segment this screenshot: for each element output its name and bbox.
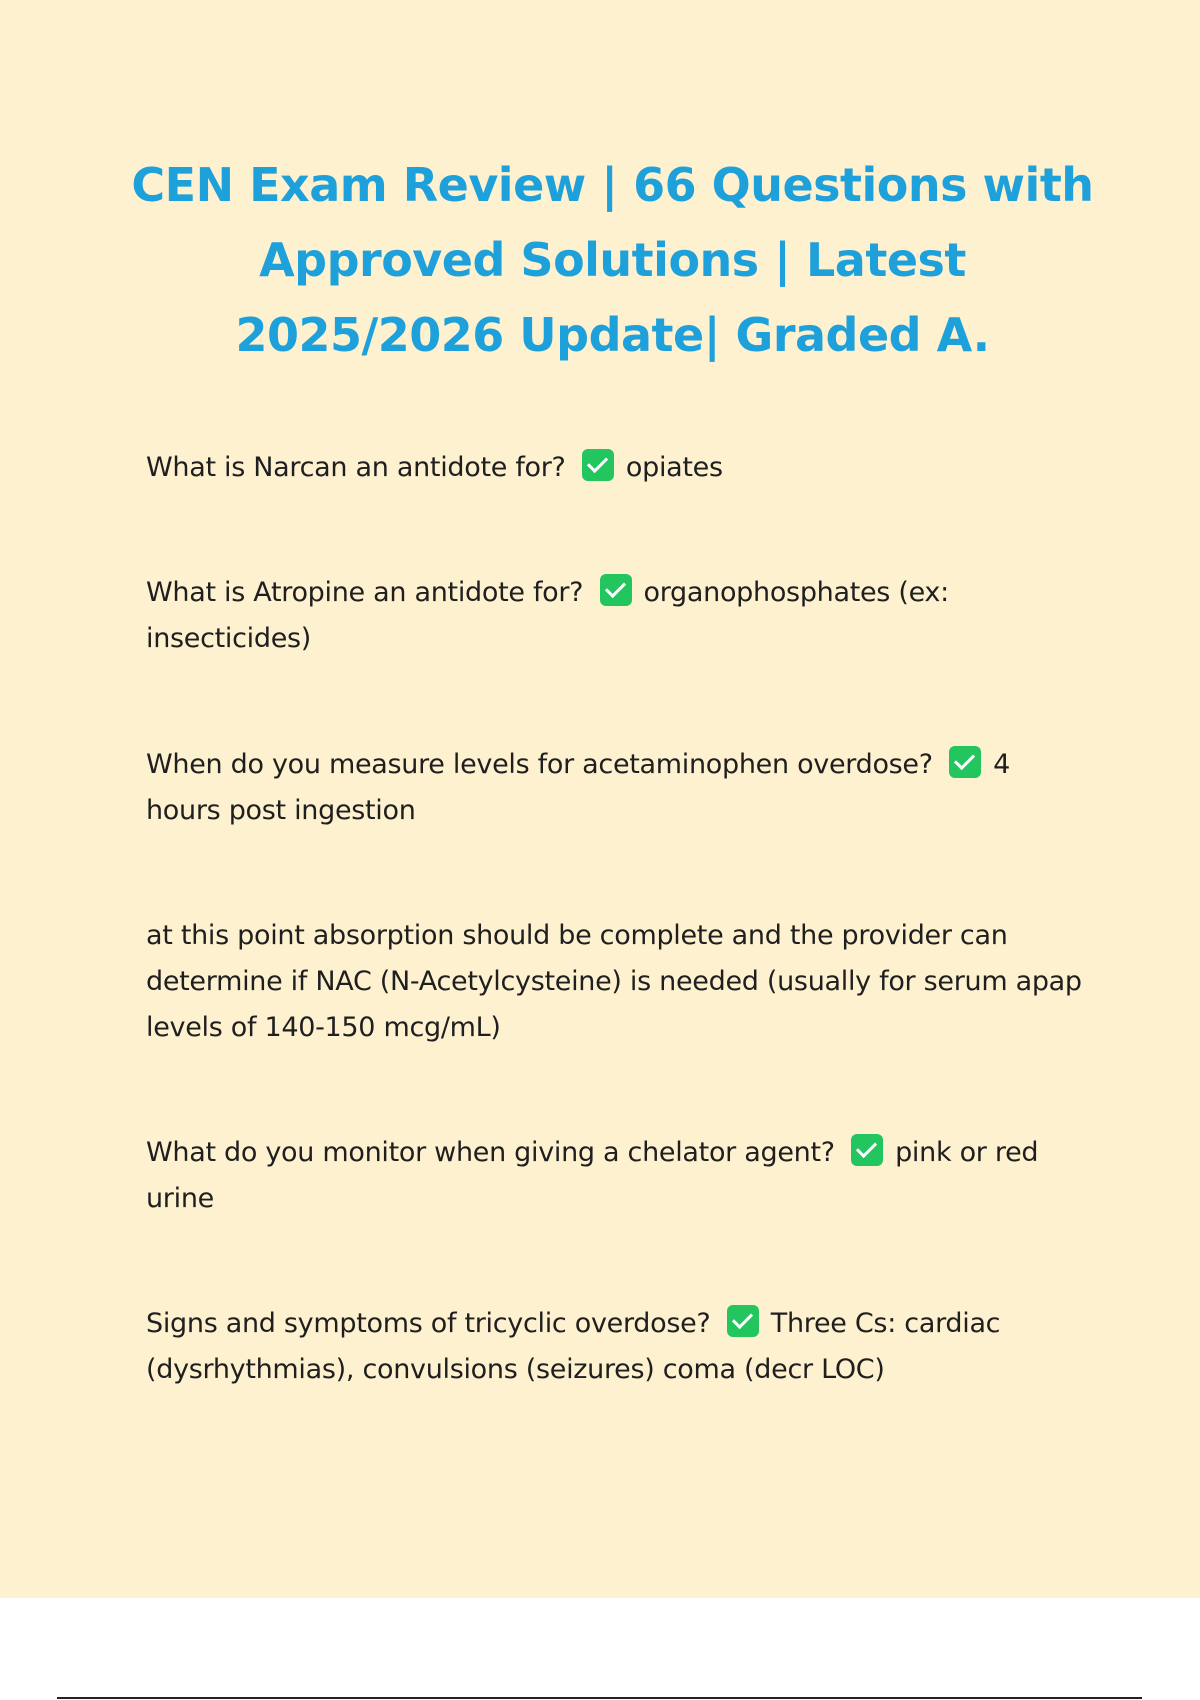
footer-divider (57, 1697, 1142, 1699)
qa-note (146, 913, 1086, 1051)
question-text: When do you measure levels for acetaminophen overdose? (146, 749, 933, 780)
note-text: at this point absorption should be complete and the provider can determine if NAC (N-Acetylcysteine) is needed (usually for serum apap levels of 140-150 mcg/mL) (146, 920, 1082, 1043)
answer-text: opiates (625, 452, 723, 483)
answer-text: pink or red urine (146, 1137, 1039, 1214)
qa-item (146, 742, 1086, 834)
answer-text: Three Cs: cardiac (dysrhythmias), convulsions (seizures) coma (decr LOC) (146, 1308, 1001, 1385)
qa-item (146, 1301, 1086, 1393)
check-box-icon (600, 574, 632, 606)
question-text: Signs and symptoms of tricyclic overdose? (146, 1308, 711, 1339)
check-box-icon (851, 1134, 883, 1166)
question-text: What do you monitor when giving a chelator agent? (146, 1137, 835, 1168)
answer-text: organophosphates (ex: insecticides) (146, 577, 949, 654)
document-title: CEN Exam Review | 66 Questions with Approved Solutions | Latest 2025/2026 Update| Graded A. (131, 158, 1094, 362)
answer-text: 4 hours post ingestion (146, 749, 1010, 826)
check-box-icon (582, 449, 614, 481)
check-box-icon (727, 1305, 759, 1337)
qa-item (146, 1130, 1086, 1222)
qa-item (146, 570, 1086, 662)
question-text: What is Atropine an antidote for? (146, 577, 584, 608)
qa-item (146, 445, 1086, 491)
question-text: What is Narcan an antidote for? (146, 452, 566, 483)
check-box-icon (949, 746, 981, 778)
